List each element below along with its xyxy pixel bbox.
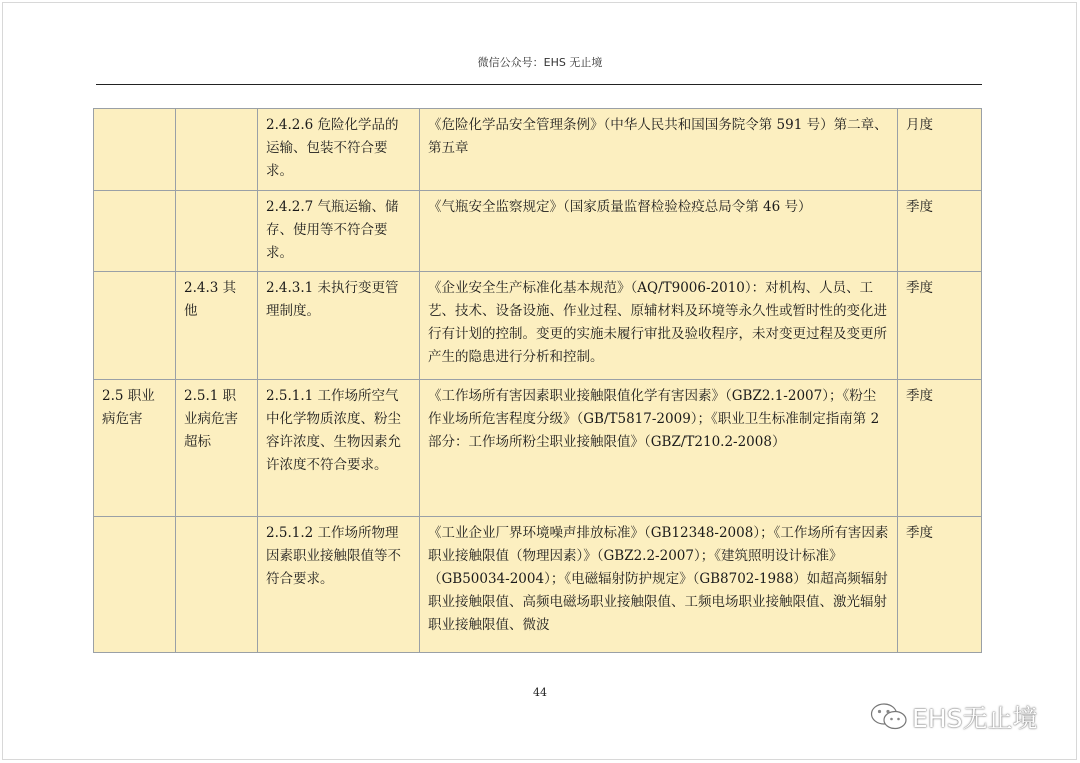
table-row bbox=[94, 109, 982, 191]
item-cell: 2.5.1.2 工作场所物理因素职业接触限值等不符合要求。 bbox=[258, 517, 420, 653]
table-row bbox=[94, 272, 982, 380]
subcategory-cell: 2.5.1 职业病危害超标 bbox=[176, 380, 258, 517]
frequency-cell: 季度 bbox=[898, 517, 982, 653]
header-rule bbox=[96, 84, 982, 85]
basis-cell: 《危险化学品安全管理条例》（中华人民共和国国务院令第 591 号）第二章、第五章 bbox=[420, 109, 898, 191]
subcategory-cell bbox=[176, 517, 258, 653]
subcategory-cell bbox=[176, 191, 258, 272]
subcategory-cell: 2.4.3 其他 bbox=[176, 272, 258, 380]
basis-cell: 《工作场所有害因素职业接触限值化学有害因素》（GBZ2.1-2007）；《粉尘作业场所危害程度分级》（GB/T5817-2009）；《职业卫生标准制定指南第 2 部分：工作场所粉尘职业接触限值》（GBZ/T210.2-2008） bbox=[420, 380, 898, 517]
basis-cell: 《企业安全生产标准化基本规范》（AQ/T9006-2010）：对机构、人员、工艺、技术、设备设施、作业过程、原辅材料及环境等永久性或暂时性的变化进行有计划的控制。变更的实施未履行审批及验收程序，未对变更过程及变更所产生的隐患进行分析和控制。 bbox=[420, 272, 898, 380]
subcategory-cell bbox=[176, 109, 258, 191]
watermark bbox=[870, 697, 1037, 737]
category-cell bbox=[94, 191, 176, 272]
frequency-cell: 季度 bbox=[898, 191, 982, 272]
table-row bbox=[94, 380, 982, 517]
basis-cell: 《工业企业厂界环境噪声排放标准》（GB12348-2008）；《工作场所有害因素职业接触限值（物理因素）》（GBZ2.2-2007）；《建筑照明设计标准》（GB50034-2004）；《电磁辐射防护规定》（GB8702-1988）如超高频辐射职业接触限值、高频电磁场职业接触限值、工频电场职业接触限值、激光辐射职业接触限值、微波 bbox=[420, 517, 898, 653]
category-cell bbox=[94, 517, 176, 653]
watermark-text: EHS无止境 bbox=[912, 704, 1038, 733]
item-cell: 2.5.1.1 工作场所空气中化学物质浓度、粉尘容许浓度、生物因素允许浓度不符合要求。 bbox=[258, 380, 420, 517]
wechat-icon bbox=[870, 701, 908, 733]
basis-cell: 《气瓶安全监察规定》（国家质量监督检验检疫总局令第 46 号） bbox=[420, 191, 898, 272]
frequency-cell: 季度 bbox=[898, 380, 982, 517]
category-cell bbox=[94, 109, 176, 191]
table-row bbox=[94, 517, 982, 653]
category-cell: 2.5 职业病危害 bbox=[94, 380, 176, 517]
regulation-table bbox=[93, 108, 982, 653]
item-cell: 2.4.2.7 气瓶运输、储存、使用等不符合要求。 bbox=[258, 191, 420, 272]
frequency-cell: 季度 bbox=[898, 272, 982, 380]
table-row bbox=[94, 191, 982, 272]
page-number: 44 bbox=[533, 686, 547, 699]
item-cell: 2.4.2.6 危险化学品的运输、包装不符合要求。 bbox=[258, 109, 420, 191]
frequency-cell: 月度 bbox=[898, 109, 982, 191]
item-cell: 2.4.3.1 未执行变更管理制度。 bbox=[258, 272, 420, 380]
category-cell bbox=[94, 272, 176, 380]
page-header: 微信公众号：EHS 无止境 bbox=[477, 56, 603, 69]
